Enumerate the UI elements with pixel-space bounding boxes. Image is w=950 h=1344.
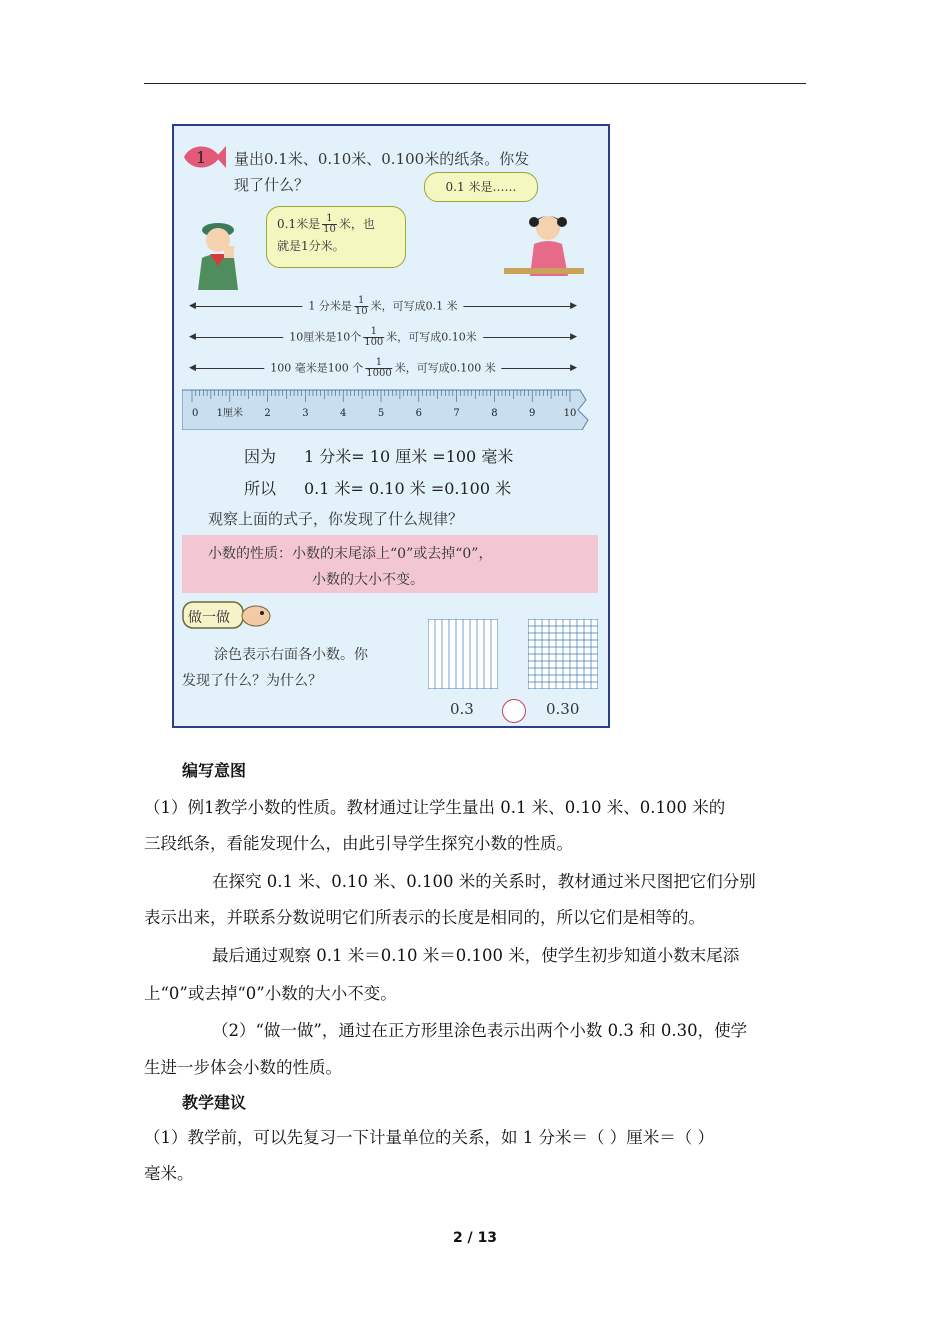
question-line1: 量出0.1米、0.10米、0.100米的纸条。你发: [234, 150, 530, 168]
boy-bubble-line2: 就是1分米。: [277, 239, 345, 253]
measure-decimeter: [189, 295, 577, 317]
paragraph-3-line2: 上“0”或去掉“0”小数的大小不变。: [144, 984, 397, 1003]
fraction-denominator: 1000: [366, 368, 392, 379]
girl-illustration: [504, 206, 584, 286]
fraction-numerator: 1: [365, 358, 392, 369]
ruler-label: 5: [377, 408, 385, 419]
paragraph-2-line2: 表示出来，并联系分数说明它们所表示的长度是相同的，所以它们是相等的。: [144, 908, 705, 927]
page-current: 2: [452, 1230, 463, 1246]
arrow-left-icon: ◀: [189, 332, 196, 342]
measure-pre: 10厘米是10个: [289, 330, 362, 344]
measure-pre: 1 分米是: [308, 299, 352, 313]
measure-centimeter: [189, 326, 577, 348]
girl-speech-bubble: [424, 172, 538, 202]
ruler-label: 0: [192, 408, 199, 419]
paragraph-1-line2: 三段纸条，看能发现什么，由此引导学生探究小数的性质。: [144, 834, 573, 853]
header-rule: [144, 83, 806, 84]
boy-bubble-pre: 0.1米是: [277, 217, 321, 231]
ruler-label: 9: [529, 408, 536, 419]
exercise-line1: 涂色表示右面各小数。你: [214, 647, 368, 663]
tenths-square: [428, 619, 498, 689]
ruler-label: 1厘米: [216, 408, 243, 419]
fraction: [354, 296, 369, 317]
fraction-denominator: 100: [364, 337, 384, 348]
fraction: [322, 214, 337, 235]
property-line1: 小数的性质：小数的末尾添上“0”或去掉“0”，: [208, 546, 493, 562]
ruler-label: 8: [491, 408, 498, 419]
measure-label: [283, 327, 483, 348]
hundredths-square: [528, 619, 598, 689]
because-equation: 1 分米= 10 厘米 =100 毫米: [304, 447, 514, 466]
ruler-label: 4: [340, 408, 347, 419]
boy-illustration: [188, 210, 248, 290]
ruler-label: 10: [563, 408, 577, 419]
compare-left-value: 0.3: [450, 700, 474, 718]
measure-label: [302, 296, 463, 317]
arrow-right-icon: ▶: [570, 363, 577, 373]
measure-millimeter: [189, 357, 577, 379]
arrow-right-icon: ▶: [570, 332, 577, 342]
paragraph-5-line1: （1）教学前，可以先复习一下计量单位的关系，如 1 分米＝（ ）厘米＝（ ）: [144, 1128, 714, 1147]
paragraph-1-line1: （1）例1教学小数的性质。教材通过让学生量出 0.1 米、0.10 米、0.100 米的: [144, 798, 726, 817]
so-label: 所以: [244, 479, 277, 498]
fraction-denominator: 10: [354, 306, 368, 317]
measure-label: [264, 358, 501, 379]
observe-question: 观察上面的式子，你发现了什么规律？: [208, 510, 464, 528]
property-line2: 小数的大小不变。: [312, 572, 424, 588]
measure-post: 米，可写成0.10米: [386, 330, 477, 344]
textbook-figure: [172, 124, 610, 728]
paragraph-4-line2: 生进一步体会小数的性质。: [144, 1058, 342, 1077]
question-line2: 现了什么？: [234, 176, 310, 194]
girl-bubble-text: 0.1 米是……: [445, 180, 517, 194]
page-total: 13: [477, 1230, 498, 1246]
so-equation: 0.1 米= 0.10 米 =0.100 米: [304, 479, 512, 498]
fraction-numerator: 1: [363, 327, 384, 338]
boy-speech-bubble: [266, 206, 406, 268]
measure-pre: 100 毫米是100 个: [270, 361, 364, 375]
heading-writing-intent: 编写意图: [182, 761, 247, 780]
measure-post: 米，可写成0.1 米: [370, 299, 458, 313]
fraction-numerator: 1: [322, 214, 337, 225]
example-number: 1: [196, 148, 207, 167]
paragraph-2-line1: 在探究 0.1 米、0.10 米、0.100 米的关系时，教材通过米尺图把它们分别: [212, 872, 756, 891]
meter-ruler: [182, 388, 590, 430]
measure-post: 米，可写成0.100 米: [394, 361, 496, 375]
exercise-line2: 发现了什么？为什么？: [182, 673, 322, 689]
heading-teaching-suggestions: 教学建议: [182, 1093, 247, 1112]
ruler-label: 7: [453, 408, 460, 419]
arrow-left-icon: ◀: [189, 301, 196, 311]
compare-circle[interactable]: [502, 699, 526, 723]
paragraph-4-line1: （2）“做一做”，通过在正方形里涂色表示出两个小数 0.3 和 0.30，使学: [212, 1021, 748, 1040]
paragraph-3-line1: 最后通过观察 0.1 米＝0.10 米＝0.100 米，使学生初步知道小数末尾添: [212, 946, 740, 965]
arrow-left-icon: ◀: [189, 363, 196, 373]
page-separator: /: [462, 1230, 478, 1246]
fraction: [365, 358, 392, 379]
compare-right-value: 0.30: [546, 700, 580, 718]
because-label: 因为: [244, 447, 277, 466]
fraction-denominator: 10: [323, 224, 336, 235]
arrow-right-icon: ▶: [570, 301, 577, 311]
property-box: [182, 535, 598, 593]
fraction-numerator: 1: [354, 296, 369, 307]
boy-bubble-post: 米，也: [338, 217, 375, 231]
page-indicator: [0, 1230, 950, 1246]
do-it-title: 做一做: [188, 610, 230, 626]
paragraph-5-line2: 毫米。: [144, 1164, 194, 1183]
ruler-label: 2: [264, 408, 271, 419]
fraction: [363, 327, 384, 348]
ruler-label: 6: [415, 408, 422, 419]
ruler-label: 3: [302, 408, 309, 419]
